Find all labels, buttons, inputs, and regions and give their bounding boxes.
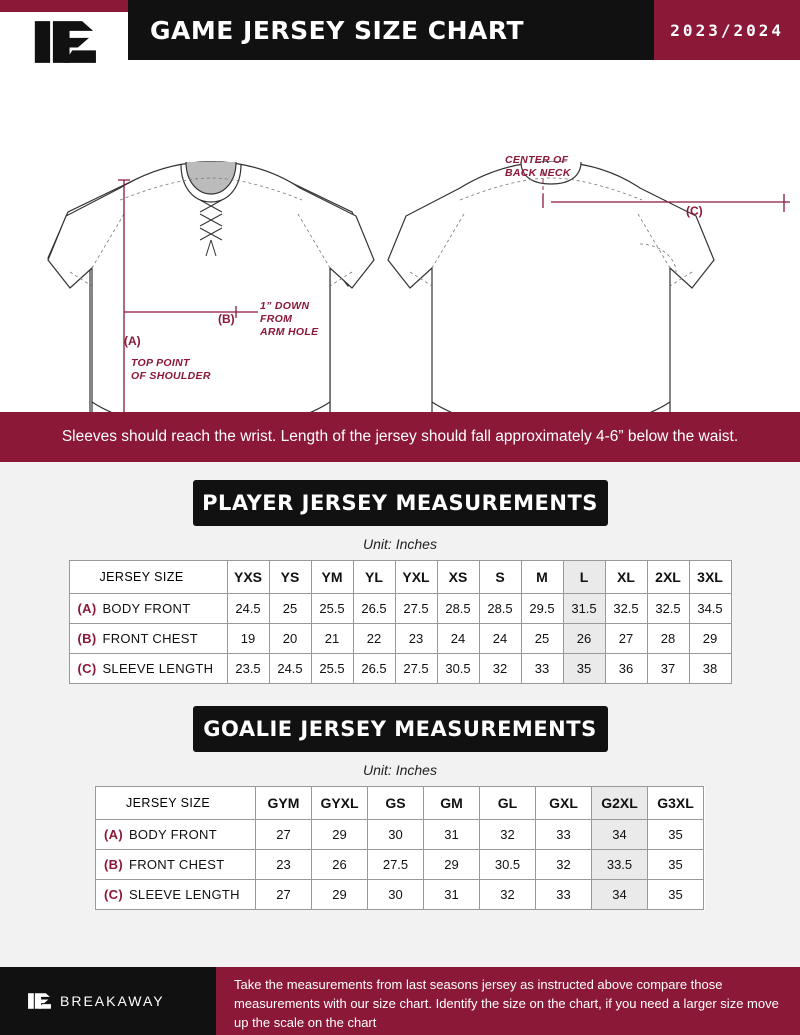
player-measurements-table xyxy=(69,560,732,684)
size-column-header: GYM xyxy=(256,787,312,820)
size-column-header: GL xyxy=(480,787,536,820)
header xyxy=(0,0,800,72)
measurement-cell: 33 xyxy=(521,654,563,684)
measurement-cell: 27.5 xyxy=(395,654,437,684)
measurement-cell: 27.5 xyxy=(368,850,424,880)
measurement-cell: 32 xyxy=(479,654,521,684)
measurement-cell: 26.5 xyxy=(353,654,395,684)
measurement-cell: 33 xyxy=(536,880,592,910)
size-column-header: S xyxy=(479,561,521,594)
measurement-cell: 27 xyxy=(256,820,312,850)
footer-brand-name: BREAKAWAY xyxy=(60,993,165,1009)
measurement-cell: 20 xyxy=(269,624,311,654)
goalie-measurements-table xyxy=(95,786,705,910)
measurement-cell: 34 xyxy=(592,880,648,910)
measurement-cell: 31.5 xyxy=(563,594,605,624)
row-marker: (A) xyxy=(104,827,123,843)
measurement-cell: 30 xyxy=(368,820,424,850)
table-row xyxy=(96,820,705,850)
breakaway-b-logo-icon xyxy=(29,17,99,67)
row-marker: (B) xyxy=(104,857,123,873)
measurement-cell: 31 xyxy=(424,820,480,850)
measurement-cell: 21 xyxy=(311,624,353,654)
measurement-row-label: (C) SLEEVE LENGTH xyxy=(69,654,227,684)
size-column-header: YS xyxy=(269,561,311,594)
measurement-row-label: (B) FRONT CHEST xyxy=(69,624,227,654)
measurement-cell: 26.5 xyxy=(353,594,395,624)
size-column-header: XL xyxy=(605,561,647,594)
measurement-cell: 24.5 xyxy=(227,594,269,624)
note-bar: Sleeves should reach the wrist. Length of the jersey should fall approximately 4-6” below the waist. xyxy=(0,412,800,462)
measurement-cell: 30.5 xyxy=(437,654,479,684)
measurement-cell: 23 xyxy=(395,624,437,654)
player-section xyxy=(0,462,800,684)
table-row xyxy=(69,624,731,654)
size-column-header: GM xyxy=(424,787,480,820)
size-column-header: G3XL xyxy=(648,787,704,820)
size-column-header: YL xyxy=(353,561,395,594)
measurement-cell: 29.5 xyxy=(521,594,563,624)
breakaway-b-logo-icon xyxy=(26,984,52,1018)
title-bar xyxy=(128,0,800,60)
footer-brand xyxy=(0,967,216,1035)
row-marker: (C) xyxy=(104,887,123,903)
size-column-header: GXL xyxy=(536,787,592,820)
size-column-header: M xyxy=(521,561,563,594)
table-header-row xyxy=(69,561,731,594)
jersey-size-header: JERSEY SIZE xyxy=(96,787,256,820)
measurement-cell: 28.5 xyxy=(479,594,521,624)
row-marker: (A) xyxy=(77,601,97,617)
measurement-cell: 25 xyxy=(269,594,311,624)
label-top-point-of-shoulder: TOP POINT OF SHOULDER xyxy=(131,357,211,383)
measurement-cell: 34 xyxy=(592,820,648,850)
measurement-cell: 35 xyxy=(648,880,704,910)
measurement-cell: 35 xyxy=(648,820,704,850)
size-column-header: G2XL xyxy=(592,787,648,820)
empty-cell xyxy=(704,850,705,880)
measurement-cell: 24 xyxy=(479,624,521,654)
table-row xyxy=(69,654,731,684)
size-column-header: YM xyxy=(311,561,353,594)
measurement-cell: 30 xyxy=(368,880,424,910)
measurement-cell: 32.5 xyxy=(647,594,689,624)
empty-cell xyxy=(704,820,705,850)
size-column-header: 3XL xyxy=(689,561,731,594)
label-center-back-neck: CENTER OF BACK NECK xyxy=(505,154,571,180)
measurement-cell: 35 xyxy=(648,850,704,880)
measurement-cell: 26 xyxy=(563,624,605,654)
player-unit-label: Unit: Inches xyxy=(363,536,437,553)
row-marker: (C) xyxy=(77,661,97,677)
measurement-cell: 29 xyxy=(424,850,480,880)
goalie-section xyxy=(0,684,800,910)
measurement-cell: 25.5 xyxy=(311,594,353,624)
measurement-cell: 27 xyxy=(605,624,647,654)
measurement-cell: 34.5 xyxy=(689,594,731,624)
table-row xyxy=(96,850,705,880)
measurement-cell: 22 xyxy=(353,624,395,654)
jersey-diagram xyxy=(0,72,800,412)
jersey-illustrations xyxy=(0,72,800,412)
size-column-header: YXS xyxy=(227,561,269,594)
row-marker: (B) xyxy=(77,631,97,647)
size-column-header: GYXL xyxy=(312,787,368,820)
empty-cell xyxy=(704,880,705,910)
measurement-cell: 33.5 xyxy=(592,850,648,880)
measurement-cell: 33 xyxy=(536,820,592,850)
measurement-row-label: (B) FRONT CHEST xyxy=(96,850,256,880)
measurement-cell: 24 xyxy=(437,624,479,654)
footer xyxy=(0,967,800,1035)
measurement-cell: 25 xyxy=(521,624,563,654)
size-column-header: 2XL xyxy=(647,561,689,594)
measurement-cell: 29 xyxy=(689,624,731,654)
empty-cell xyxy=(704,787,705,820)
measurement-cell: 27.5 xyxy=(395,594,437,624)
size-column-header: XS xyxy=(437,561,479,594)
measurement-cell: 35 xyxy=(563,654,605,684)
measurement-cell: 30.5 xyxy=(480,850,536,880)
measurement-cell: 32 xyxy=(480,880,536,910)
measurement-cell: 32 xyxy=(536,850,592,880)
label-one-inch-down: 1” DOWN FROM ARM HOLE xyxy=(260,300,319,339)
measurement-cell: 23.5 xyxy=(227,654,269,684)
player-section-title: PLAYER JERSEY MEASUREMENTS xyxy=(193,480,608,526)
season-badge: 2023/2024 xyxy=(654,0,800,60)
size-column-header: L xyxy=(563,561,605,594)
marker-b: (B) xyxy=(218,312,235,326)
measurement-cell: 29 xyxy=(312,820,368,850)
marker-a: (A) xyxy=(124,334,141,348)
measurement-row-label: (C) SLEEVE LENGTH xyxy=(96,880,256,910)
measurement-row-label: (A) BODY FRONT xyxy=(96,820,256,850)
marker-c: (C) xyxy=(686,204,703,218)
measurement-cell: 28 xyxy=(647,624,689,654)
logo-container xyxy=(0,12,128,72)
measurement-cell: 29 xyxy=(312,880,368,910)
goalie-unit-label: Unit: Inches xyxy=(363,762,437,779)
measurement-cell: 31 xyxy=(424,880,480,910)
measurement-cell: 26 xyxy=(312,850,368,880)
table-row xyxy=(69,594,731,624)
goalie-section-title: GOALIE JERSEY MEASUREMENTS xyxy=(193,706,608,752)
measurement-cell: 32 xyxy=(480,820,536,850)
measurement-cell: 37 xyxy=(647,654,689,684)
measurement-row-label: (A) BODY FRONT xyxy=(69,594,227,624)
measurement-cell: 38 xyxy=(689,654,731,684)
table-row xyxy=(96,880,705,910)
size-column-header: YXL xyxy=(395,561,437,594)
measurement-cell: 28.5 xyxy=(437,594,479,624)
jersey-size-header: JERSEY SIZE xyxy=(69,561,227,594)
measurement-cell: 23 xyxy=(256,850,312,880)
measurement-cell: 19 xyxy=(227,624,269,654)
page-title: GAME JERSEY SIZE CHART xyxy=(150,15,525,45)
measurement-cell: 36 xyxy=(605,654,647,684)
measurement-cell: 25.5 xyxy=(311,654,353,684)
measurement-cell: 27 xyxy=(256,880,312,910)
measurement-cell: 24.5 xyxy=(269,654,311,684)
size-column-header: GS xyxy=(368,787,424,820)
footer-instructions: Take the measurements from last seasons jersey as instructed above compare those measurements with our size chart. Identify the size on the chart, if you need a larger size move up the scale on the chart xyxy=(216,967,800,1035)
measurement-cell: 32.5 xyxy=(605,594,647,624)
table-header-row xyxy=(96,787,705,820)
